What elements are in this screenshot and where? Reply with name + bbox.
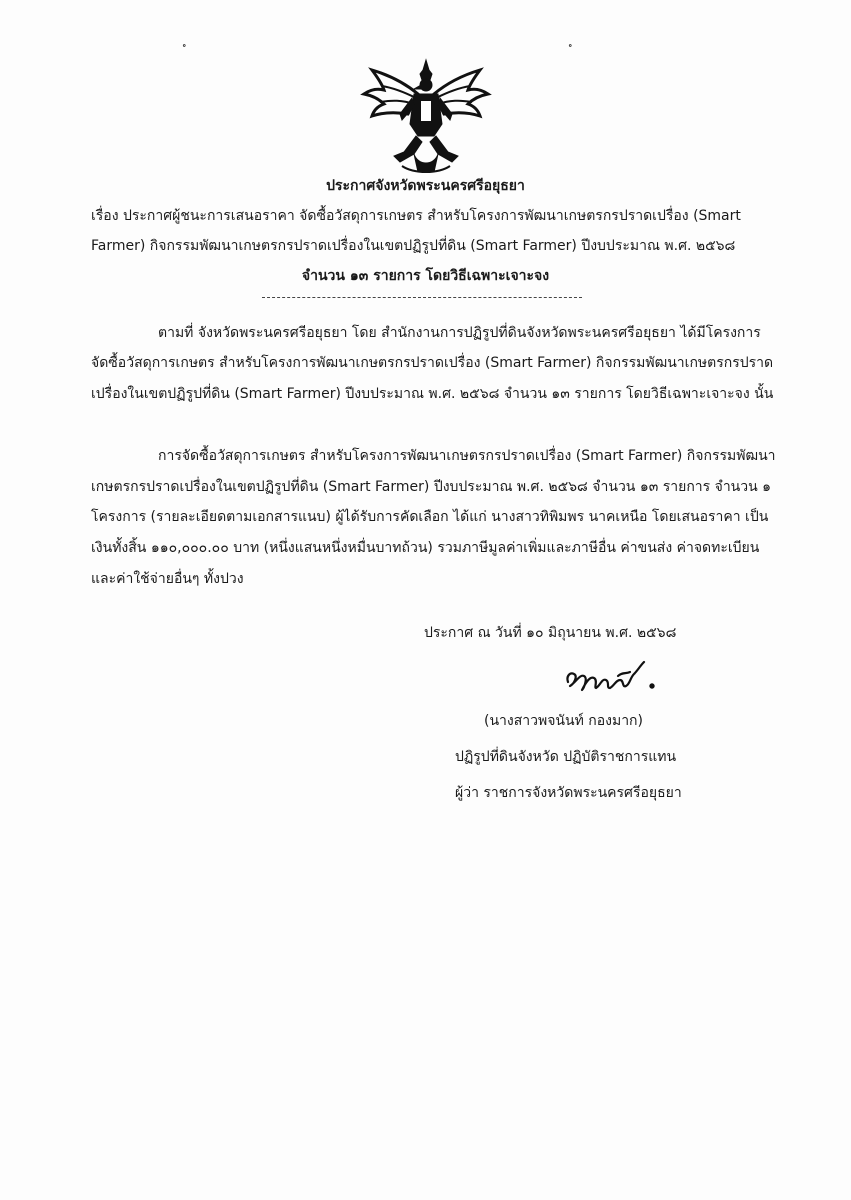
page-title: ประกาศจังหวัดพระนครศรีอยุธยา bbox=[326, 178, 525, 194]
subject-line-3: จำนวน ๑๓ รายการ โดยวิธีเฉพาะเจาะจง bbox=[301, 268, 550, 284]
paragraph-1-line-1: ตามที่ จังหวัดพระนครศรีอยุธยา โดย สำนักงานการปฏิรูปที่ดินจังหวัดพระนครศรีอยุธยา ได้มีโครงการ bbox=[158, 325, 761, 341]
paragraph-2-line-2: เกษตรกรปราดเปรื่องในเขตปฏิรูปที่ดิน (Smart Farmer) ปีงบประมาณ พ.ศ. ๒๕๖๘ จำนวน ๑๓ รายการ จำนวน ๑ bbox=[91, 479, 772, 495]
subject-line-2: Farmer) กิจกรรมพัฒนาเกษตรกรปราดเปรื่องในเขตปฏิรูปที่ดิน (Smart Farmer) ปีงบประมาณ พ.ศ. ๒๕๖๘ bbox=[91, 238, 736, 254]
signer-name: (นางสาวพจนันท์ กองมาก) bbox=[484, 713, 643, 729]
signer-position-2: ผู้ว่า ราชการจังหวัดพระนครศรีอยุธยา bbox=[455, 785, 682, 801]
paragraph-2-line-4: เงินทั้งสิ้น ๑๑๐,๐๐๐.๐๐ บาท (หนึ่งแสนหนึ่งหมื่นบาทถ้วน) รวมภาษีมูลค่าเพิ่มและภาษีอื่น ค่าขนส่ง ค่าจดทะเบียน bbox=[91, 540, 760, 556]
garuda-emblem-icon bbox=[358, 54, 494, 178]
paragraph-2-line-3: โครงการ (รายละเอียดตามเอกสารแนบ) ผู้ได้รับการคัดเลือก ได้แก่ นางสาวทิพิมพร นาคเหนือ โดยเสนอราคา เป็น bbox=[91, 509, 769, 525]
subject-line-1: เรื่อง ประกาศผู้ชนะการเสนอราคา จัดซื้อวัสดุการเกษตร สำหรับโครงการพัฒนาเกษตรกรปราดเปรื่อง (Smart bbox=[91, 208, 741, 224]
signer-position-1: ปฏิรูปที่ดินจังหวัด ปฏิบัติราชการแทน bbox=[455, 749, 677, 765]
announce-date: ประกาศ ณ วันที่ ๑๐ มิถุนายน พ.ศ. ๒๕๖๘ bbox=[424, 625, 677, 641]
divider bbox=[262, 297, 582, 298]
paragraph-1-line-3: เปรื่องในเขตปฏิรูปที่ดิน (Smart Farmer) ปีงบประมาณ พ.ศ. ๒๕๖๘ จำนวน ๑๓ รายการ โดยวิธีเฉพาะเจาะจง นั้น bbox=[91, 386, 774, 402]
paragraph-1-line-2: จัดซื้อวัสดุการเกษตร สำหรับโครงการพัฒนาเกษตรกรปราดเปรื่อง (Smart Farmer) กิจกรรมพัฒนาเกษตรกรปราด bbox=[91, 355, 774, 371]
paragraph-2-line-5: และค่าใช้จ่ายอื่นๆ ทั้งปวง bbox=[91, 571, 244, 587]
paragraph-2-line-1: การจัดซื้อวัสดุการเกษตร สำหรับโครงการพัฒนาเกษตรกรปราดเปรื่อง (Smart Farmer) กิจกรรมพัฒนา bbox=[158, 448, 776, 464]
signature-image bbox=[560, 652, 670, 702]
